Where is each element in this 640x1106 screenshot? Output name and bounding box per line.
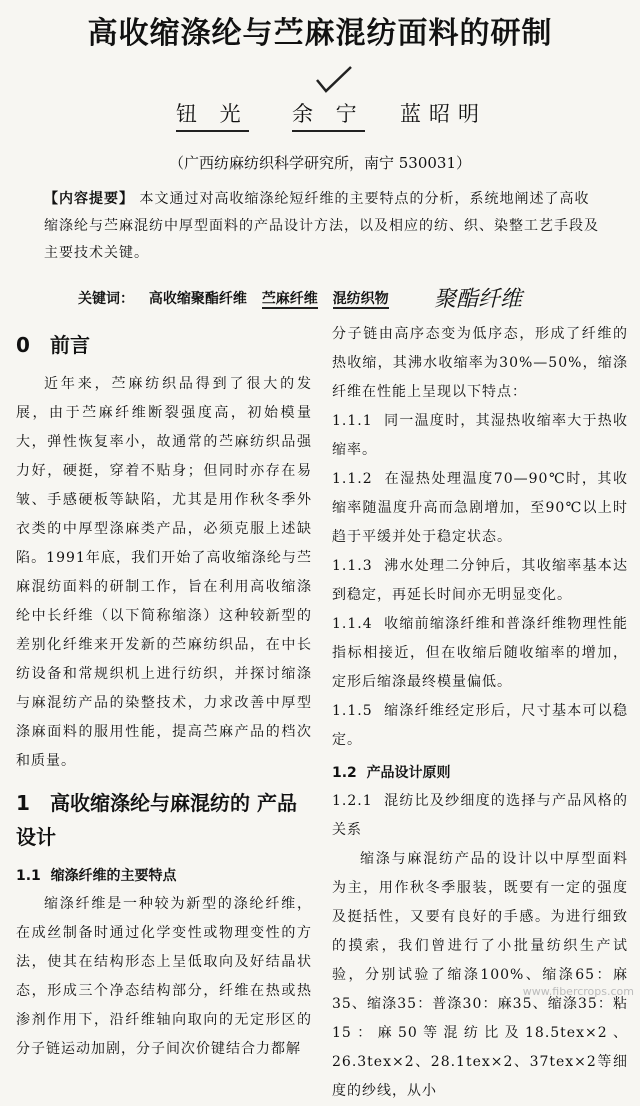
section-1-2-1-paragraph: 缩涤与麻混纺产品的设计以中厚型面料为主，用作秋冬季服装，既要有一定的强度及挺括性，又要有良好的手感。为进行细致的摸索，我们曾进行了小批量纺织生产试验，分别试验了缩涤100%、缩涤65：麻35、缩涤35：普涤30：麻35、缩涤35：粘15：麻50等混纺比及18.5tex×2、26.3tex×2、28.1tex×2、37tex×2等细度的纱线，从小 (332, 851, 628, 1099)
item-number: 1.1.1 (332, 413, 373, 429)
left-column (16, 326, 312, 1064)
list-item (332, 552, 628, 610)
item-number: 1.1.2 (332, 471, 373, 487)
section-title: 产品设计原则 (366, 765, 451, 781)
section-number: 1.2 (332, 765, 357, 781)
author-name: 蓝昭明 (400, 102, 487, 126)
handwritten-note: 聚酯纤维 (434, 287, 523, 312)
author-name: 钮 光 (176, 98, 249, 132)
section-1-heading (16, 786, 312, 854)
section-title: 缩涤纤维的主要特点 (50, 868, 177, 884)
section-1-2-1-heading (332, 787, 628, 845)
keywords-label: 关键词： (78, 291, 134, 307)
list-item (332, 465, 628, 552)
item-text: 缩涤纤维经定形后，尺寸基本可以稳定。 (332, 703, 629, 748)
section-title: 混纺比及纱细度的选择与产品风格的关系 (332, 793, 629, 838)
keyword-item: 混纺织物 (332, 291, 389, 307)
abstract-text: 本文通过对高收缩涤纶短纤维的主要特点的分析，系统地阐述了高收缩涤纶与苎麻混纺中厚型面料的产品设计方法，以及相应的纺、织、染整工艺手段及主要技术关键。 (44, 191, 599, 261)
keywords (78, 288, 399, 308)
section-1-1-heading (16, 862, 312, 890)
list-item (332, 407, 628, 465)
author-name: 余 宁 (292, 98, 365, 132)
continued-paragraph: 分子链由高序态变为低序态，形成了纤维的热收缩，其沸水收缩率为30%—50%，缩涤纤维在性能上呈现以下特点： (332, 326, 628, 400)
section-number: 1.1 (16, 868, 41, 884)
section-title: 高收缩涤纶与麻混纺的 产品设计 (16, 791, 297, 849)
item-number: 1.1.4 (332, 616, 373, 632)
section-number: 1 (16, 791, 30, 815)
section-1-1-paragraph: 缩涤纤维是一种较为新型的涤纶纤维，在成丝制备时通过化学变性或物理变性的方法，使其在结构形态上呈低取向及好结晶状态，形成三个净态结构部分，纤维在热或热渗剂作用下，沿纤维轴向取向的无定形区的分子链运动加剧，分子间次价键结合力都解 (16, 896, 312, 1057)
list-item (332, 610, 628, 697)
section-title: 前言 (50, 333, 90, 357)
item-text: 收缩前缩涤纤维和普涤纤维物理性能指标相接近，但在收缩后随收缩率的增加，定形后缩涤最终模量偏低。 (332, 616, 629, 690)
section-number: 0 (16, 333, 30, 357)
section-number: 1.2.1 (332, 793, 373, 809)
watermark: www.fibercrops.com (522, 985, 634, 998)
abstract-label: 【内容提要】 (44, 191, 134, 207)
section-1-2-heading (332, 759, 628, 787)
item-number: 1.1.5 (332, 703, 373, 719)
abstract (44, 186, 602, 267)
section-0-heading (16, 326, 312, 364)
item-text: 同一温度时，其湿热收缩率大于热收缩率。 (332, 413, 629, 458)
item-number: 1.1.3 (332, 558, 373, 574)
section-0-paragraph: 近年来，苎麻纺织品得到了很大的发展，由于苎麻纤维断裂强度高，初始模量大，弹性恢复率小，故通常的苎麻纺织品强力好，硬挺，穿着不贴身；但同时亦存在易皱、手感硬板等缺陷，尤其是用作秋冬季外衣类的中厚型涤麻类产品，必须克服上述缺陷。1991年底，我们开始了高收缩涤纶与苎麻混纺面料的研制工作，旨在利用高收缩涤纶中长纤维（以下简称缩涤）这种较新型的差别化纤维来开发新的苎麻纺织品，在中长纺设备和常规织机上进行纺织，并探讨缩涤与麻混纺产品的染整技术，力求改善中厚型涤麻面料的服用性能，提高苎麻产品的档次和质量。 (16, 376, 312, 769)
item-text: 在湿热处理温度70—90℃时，其收缩率随温度升高而急剧增加，至90℃以上时趋于平缓并处于稳定状态。 (332, 471, 628, 545)
list-item (332, 697, 628, 755)
keyword-item: 苎麻纤维 (261, 291, 318, 307)
handwritten-checkmark (314, 64, 354, 94)
page-title: 高收缩涤纶与苎麻混纺面料的研制 (87, 16, 553, 51)
affiliation: （广西纺麻纺织科学研究所，南宁 530031） (168, 154, 472, 172)
item-text: 沸水处理二分钟后，其收缩率基本达到稳定，再延长时间亦无明显变化。 (332, 558, 629, 603)
keyword-item: 高收缩聚酯纤维 (148, 291, 247, 307)
